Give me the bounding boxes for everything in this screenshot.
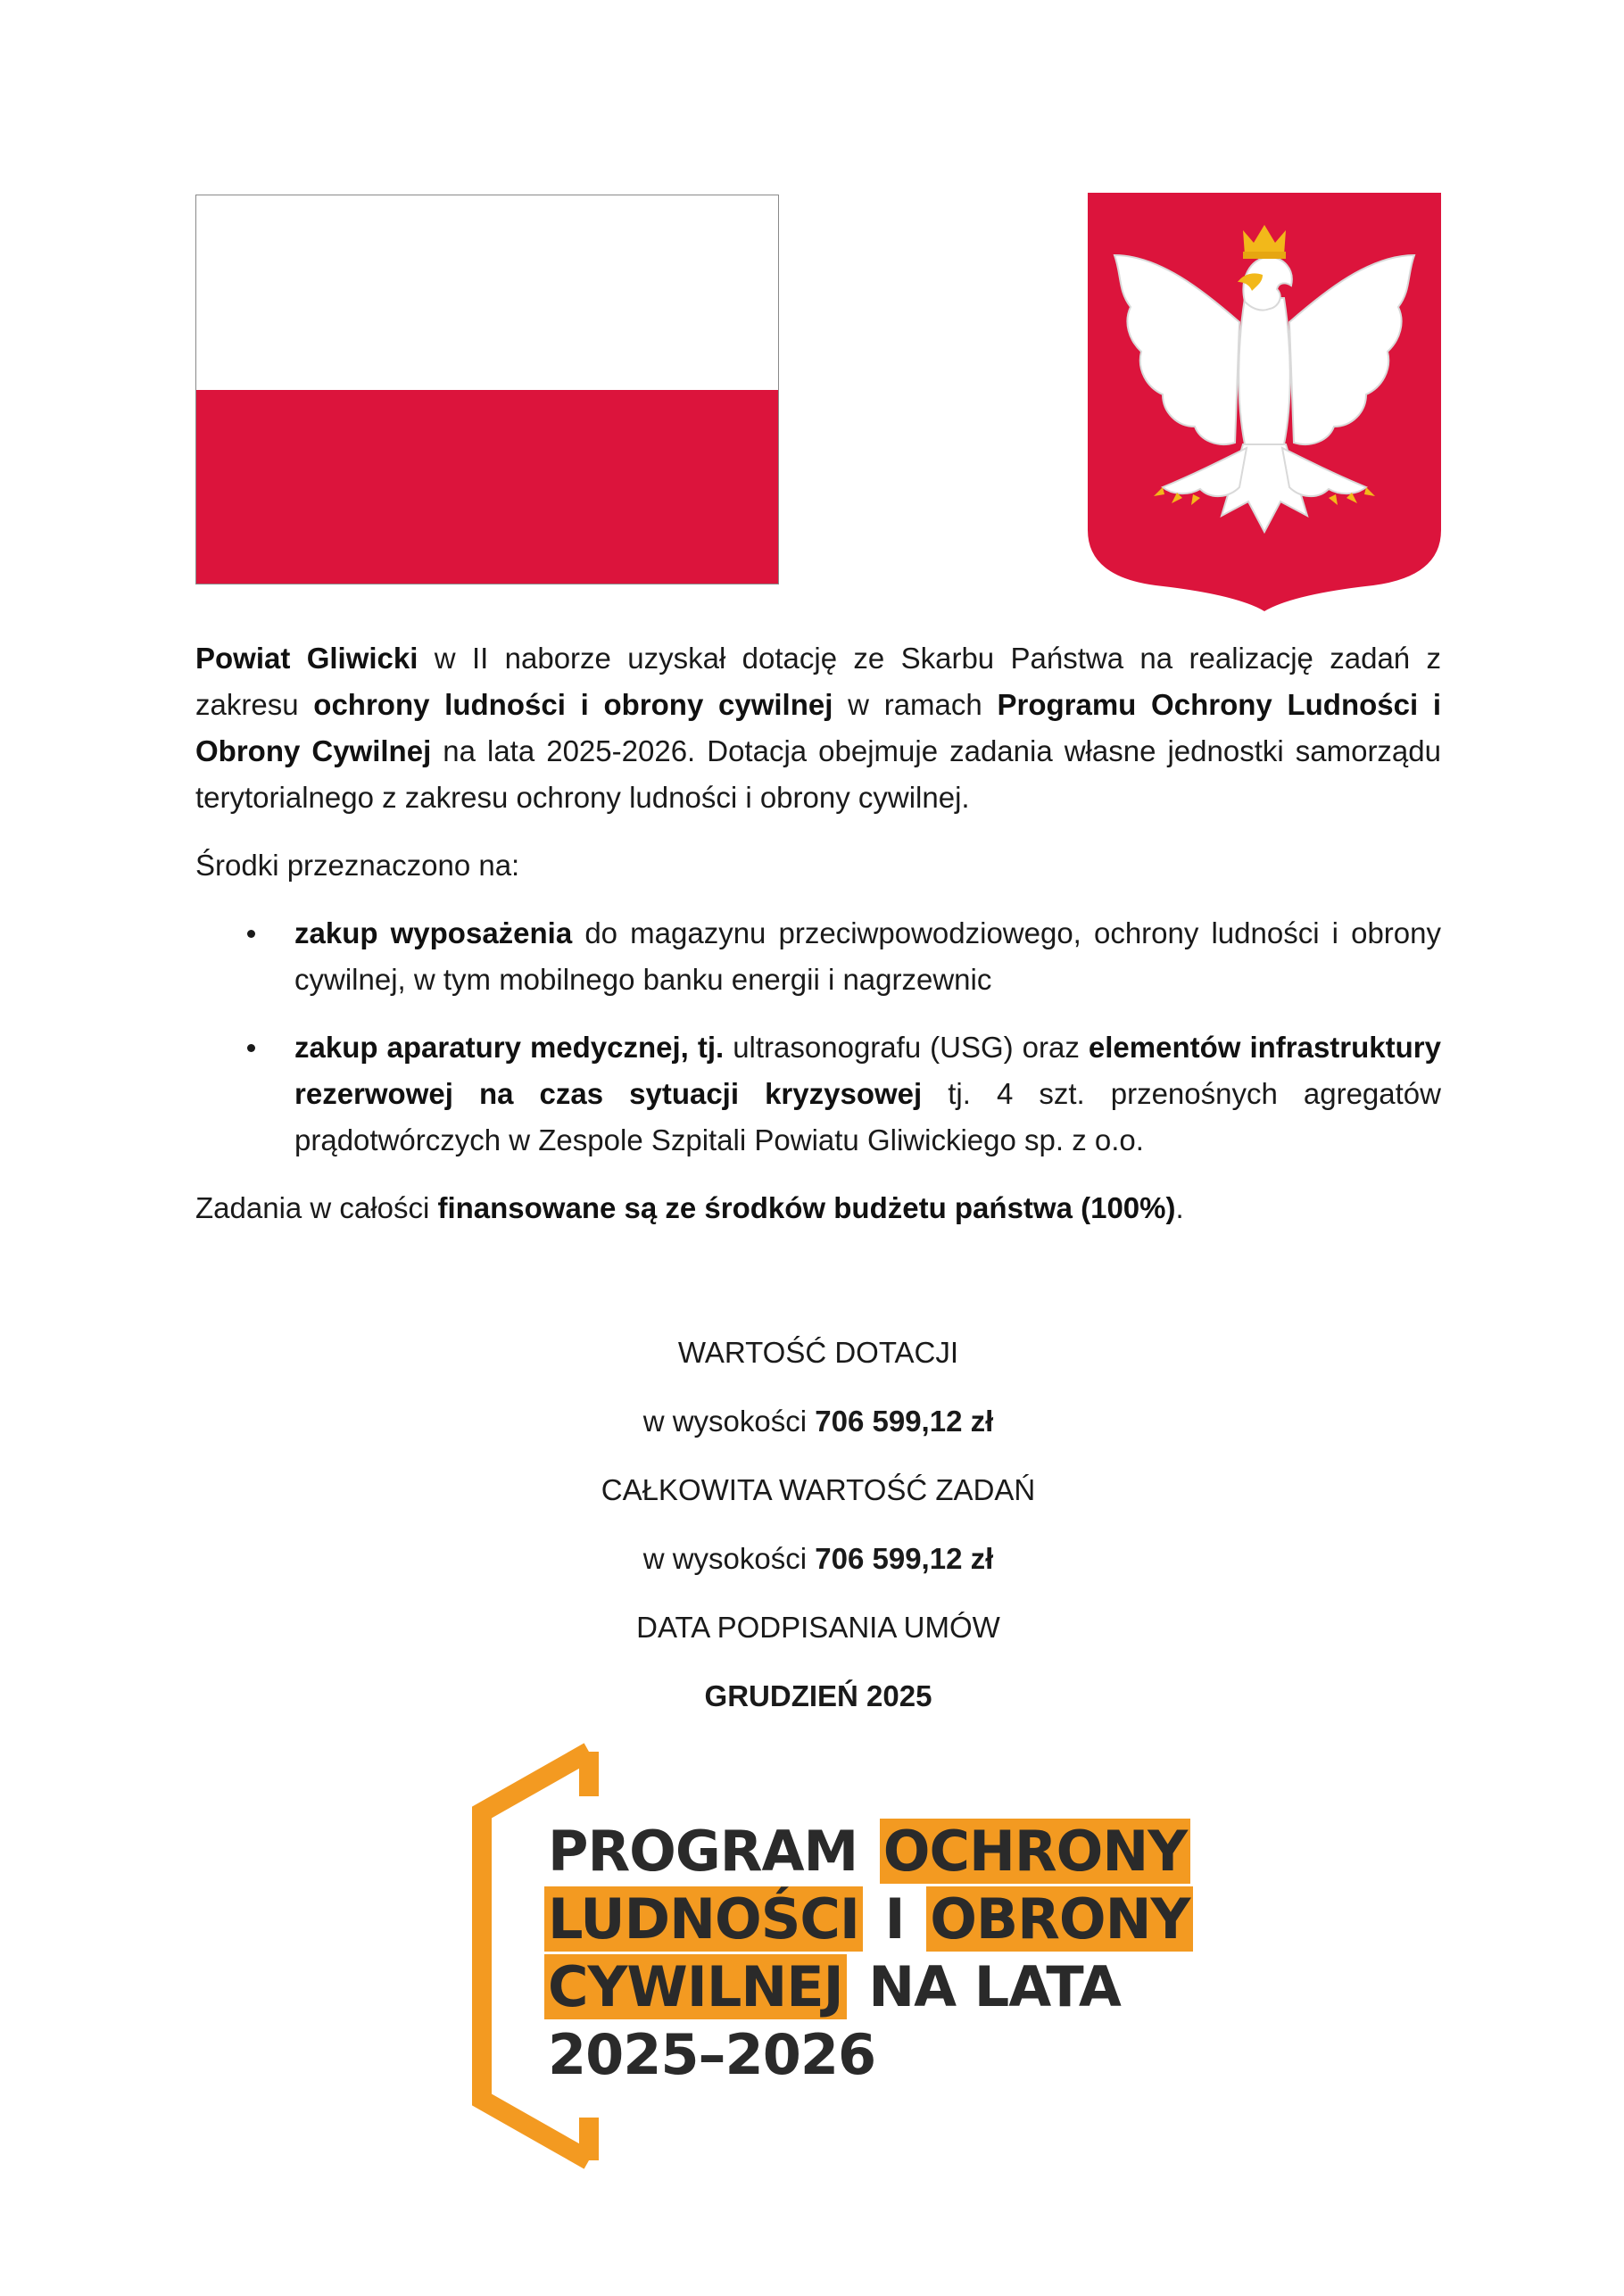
- financing-bold: finansowane są ze środków budżetu państwa (100%): [437, 1191, 1176, 1224]
- total-amount: 706 599,12 zł: [815, 1542, 994, 1575]
- total-value-label: CAŁKOWITA WARTOŚĆ ZADAŃ: [601, 1473, 1036, 1506]
- intro-bold-scope: ochrony ludności i obrony cywilnej: [313, 688, 833, 721]
- signing-date-value: [195, 1673, 1441, 1742]
- logo-word-highlight: OCHRONY: [880, 1819, 1190, 1884]
- item-text: ultrasonografu (USG) oraz: [724, 1031, 1089, 1064]
- financing-paragraph: [195, 1185, 1441, 1231]
- signing-date: GRUDZIEŃ 2025: [704, 1679, 932, 1712]
- amount-prefix: w wysokości: [642, 1542, 816, 1575]
- grant-value-line: [195, 1398, 1441, 1467]
- item-text: do magazynu przeciwpowodziowego, ochrony ludności i obrony cywilnej, w tym mobilnego banku energii i nagrzewnic: [294, 916, 1442, 996]
- announcement-body: [195, 635, 1441, 1231]
- program-name: Programu Ochrony Ludności i Obrony Cywilnej: [195, 688, 1442, 767]
- logo-word: PROGRAM: [548, 1819, 858, 1884]
- list-item: [195, 910, 1441, 1003]
- financing-period: .: [1175, 1191, 1184, 1224]
- county-name: Powiat Gliwicki: [195, 642, 418, 675]
- signing-date-label: DATA PODPISANIA UMÓW: [636, 1611, 1000, 1644]
- grant-summary: [195, 1330, 1441, 1742]
- item-text: tj. 4 szt. przenośnych agregatów prądotwórczych w Zespole Szpitali Powiatu Gliwickiego sp. z o.o.: [294, 1077, 1441, 1156]
- list-item: [195, 1024, 1441, 1164]
- funds-heading: Środki przeznaczono na:: [195, 849, 520, 882]
- amount-prefix: w wysokości: [642, 1405, 816, 1438]
- grant-value-label: WARTOŚĆ DOTACJI: [677, 1336, 959, 1369]
- intro-paragraph: [195, 635, 1441, 821]
- grant-amount: 706 599,12 zł: [815, 1405, 994, 1438]
- logo-years: 2025–2026: [548, 2022, 876, 2087]
- item-bold: zakup wyposażenia: [294, 916, 573, 949]
- intro-text-1: w II naborze uzyskał dotację ze Skarbu Państwa na realizację zadań z zakresu: [195, 642, 1442, 721]
- item-bold: elementów infrastruktury rezerwowej na czas sytuacji kryzysowej: [294, 1031, 1441, 1110]
- polish-flag: [195, 195, 779, 584]
- program-logo: [455, 1743, 1190, 2169]
- intro-text-2: w ramach: [833, 688, 998, 721]
- logo-word-highlight: OBRONY: [926, 1886, 1193, 1952]
- bullet-icon: [247, 1044, 255, 1052]
- logo-word-highlight: CYWILNEJ: [544, 1954, 847, 2019]
- logo-word-highlight: LUDNOŚCI: [544, 1886, 863, 1952]
- bullet-icon: [247, 930, 255, 938]
- funds-list: [195, 910, 1441, 1164]
- flag-white-stripe: [196, 195, 778, 390]
- white-eagle-emblem-icon: [1088, 193, 1441, 611]
- logo-word: NA LATA: [868, 1954, 1121, 2019]
- intro-text-3: na lata 2025-2026. Dotacja obejmuje zadania własne jednostki samorządu terytorialnego z zakresu ochrony ludności i obrony cywilnej.: [195, 734, 1441, 814]
- item-bold: zakup aparatury medycznej, tj.: [294, 1031, 725, 1064]
- total-value-line: [195, 1536, 1441, 1604]
- flag-red-stripe: [196, 390, 778, 584]
- logo-word: I: [884, 1886, 905, 1952]
- financing-text: Zadania w całości: [195, 1191, 438, 1224]
